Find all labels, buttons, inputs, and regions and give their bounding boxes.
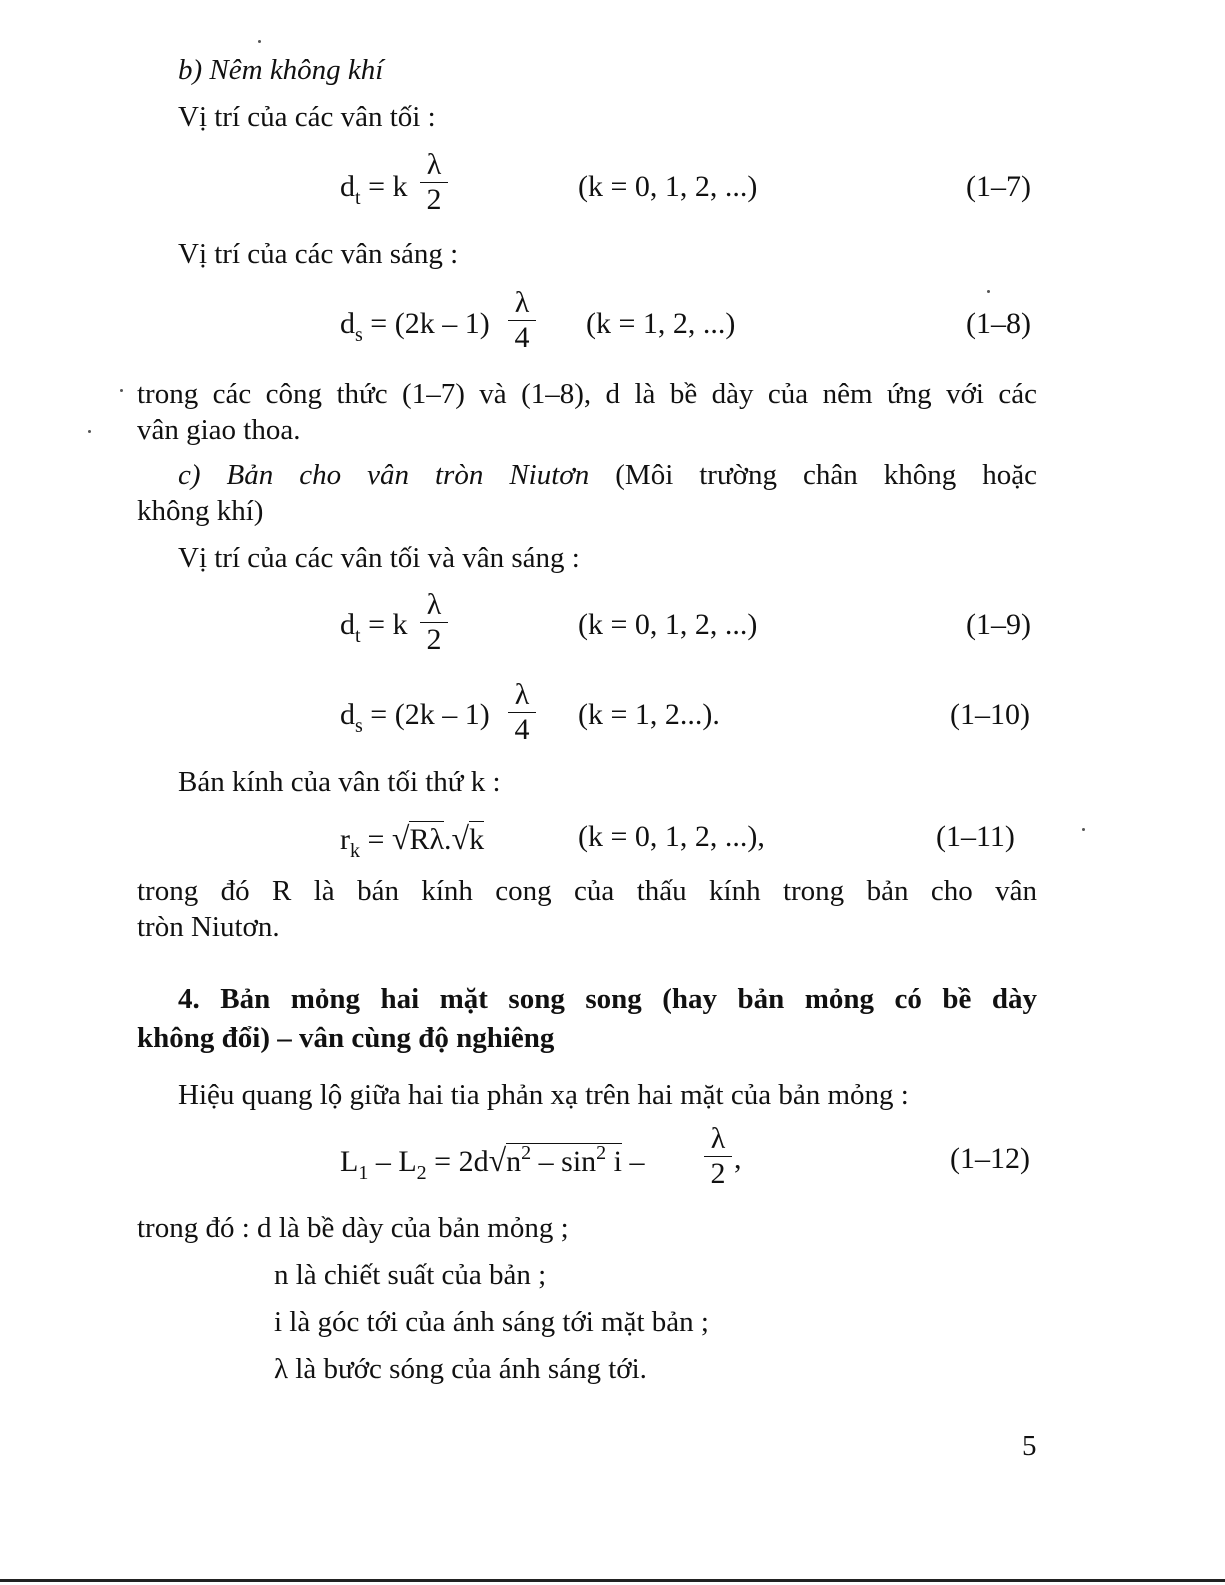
page-number: 5 — [1022, 1430, 1037, 1462]
definitions-intro: trong đó : d là bề dày của bản mỏng ; — [137, 1212, 569, 1244]
section-c-note-line1: trong đó R là bán kính cong của thấu kính trong bản cho vân — [137, 875, 1037, 907]
section-c-heading: c) Bản cho vân tròn Niutơn (Môi trường chân không hoặc — [178, 459, 1037, 491]
section-c-heading-line2: không khí) — [137, 495, 264, 527]
eq-1-12-fraction: λ 2 — [704, 1124, 732, 1189]
section-4-heading-line1: 4. Bản mỏng hai mặt song song (hay bản mỏng có bề dày — [178, 983, 1037, 1015]
eq-1-12-label: (1–12) — [950, 1142, 1030, 1175]
scan-speck — [88, 430, 91, 433]
eq-1-8-condition: (k = 1, 2, ...) — [586, 307, 736, 340]
scan-speck — [258, 40, 261, 43]
eq-1-11-label: (1–11) — [936, 820, 1015, 853]
scan-speck — [120, 389, 123, 392]
eq-1-11-condition: (k = 0, 1, 2, ...), — [578, 820, 765, 853]
eq-1-9-label: (1–9) — [966, 608, 1031, 641]
eq-1-9-lhs: $d_t = k$ — [340, 608, 408, 647]
eq-1-8-label: (1–8) — [966, 307, 1031, 340]
section-b-heading: b) Nêm không khí — [178, 54, 384, 86]
eq-1-7-label: (1–7) — [966, 170, 1031, 203]
bright-fringe-intro: Vị trí của các vân sáng : — [178, 238, 459, 270]
definition-i: i là góc tới của ánh sáng tới mặt bản ; — [274, 1306, 709, 1338]
eq-1-10-lhs: $d_s = (2k - 1)$ — [340, 698, 490, 737]
eq-1-11: $r_k = √R\lambda.√k$ — [340, 820, 485, 862]
page-bottom-edge — [0, 1579, 1225, 1582]
eq-1-9-condition: (k = 0, 1, 2, ...) — [578, 608, 758, 641]
section-b-note-line2: vân giao thoa. — [137, 414, 301, 446]
scan-speck — [987, 290, 990, 293]
eq-1-7-fraction: λ 2 — [420, 150, 448, 215]
section-4-intro: Hiệu quang lộ giữa hai tia phản xạ trên hai mặt của bản mỏng : — [178, 1079, 909, 1111]
radius-intro: Bán kính của vân tối thứ k : — [178, 766, 501, 798]
eq-1-10-condition: (k = 1, 2...). — [578, 698, 720, 731]
section-b-note-line1: trong các công thức (1–7) và (1–8), d là bề dày của nêm ứng với các — [137, 378, 1037, 410]
eq-1-8-fraction: λ 4 — [508, 288, 536, 353]
dark-fringe-intro: Vị trí của các vân tối : — [178, 101, 436, 133]
section-c-intro: Vị trí của các vân tối và vân sáng : — [178, 542, 580, 574]
eq-1-8-lhs: $d_s = (2k - 1)$ — [340, 307, 490, 346]
definition-lambda: λ là bước sóng của ánh sáng tới. — [274, 1353, 647, 1385]
eq-1-10-label: (1–10) — [950, 698, 1030, 731]
eq-1-9-fraction: λ 2 — [420, 590, 448, 655]
eq-1-12-comma: , — [734, 1142, 742, 1175]
eq-1-7-condition: (k = 0, 1, 2, ...) — [578, 170, 758, 203]
eq-1-10-fraction: λ 4 — [508, 680, 536, 745]
definition-n: n là chiết suất của bản ; — [274, 1259, 547, 1291]
scan-speck — [1082, 828, 1085, 831]
section-c-note-line2: tròn Niutơn. — [137, 911, 280, 943]
eq-1-7-lhs: $d_t = k$ — [340, 170, 408, 209]
eq-1-12: $L_1 - L_2 = 2d√n^2 - \sin^2 i$ – — [340, 1142, 645, 1184]
section-4-heading-line2: không đổi) – vân cùng độ nghiêng — [137, 1022, 555, 1054]
